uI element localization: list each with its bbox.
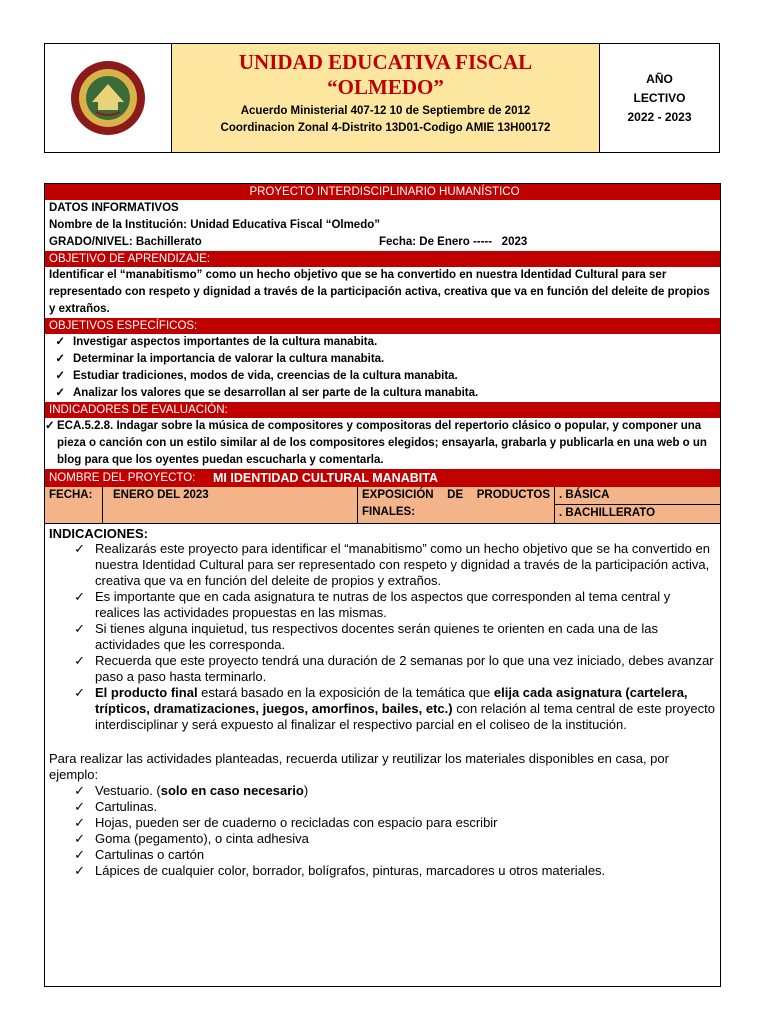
year-label-1: AÑO: [646, 71, 673, 86]
check-icon: ✓: [74, 783, 85, 798]
exposicion-bachillerato: . BACHILLERATO: [555, 504, 720, 522]
fecha-label: FECHA:: [45, 487, 103, 523]
list-item: ✓ Si tienes alguna inquietud, tus respectivos docentes serán quienes te orienten en cada una de las actividades que les corresponda.: [45, 621, 720, 653]
check-icon: ✓: [74, 831, 85, 846]
nombre-row: [45, 469, 720, 487]
list-item: ✓ Es importante que en cada asignatura te nutras de los aspectos que corresponden al tema central y realices las actividades propuestas en las mismas.: [45, 589, 720, 621]
header-title-block: [172, 44, 600, 152]
check-icon: ✓: [55, 370, 65, 382]
school-header: [44, 43, 720, 153]
exposicion-values: [555, 487, 720, 523]
nombre-value: MI IDENTIDAD CULTURAL MANABITA: [213, 469, 720, 487]
grado-fecha-row: [45, 234, 720, 251]
especificos-list: [45, 334, 720, 402]
fecha-line: Fecha: De Enero ----- 2023: [379, 236, 528, 248]
list-item: ✓ El producto final estará basado en la exposición de la temática que elija cada asignatura (cartelera, trípticos, dramatizaciones, juegos, amorfinos, bailes, etc.) con relación al tema central de este proyecto interdisciplinar y será expuesto al finalizar el respectivo parcial en el coliseo de la institución.: [45, 685, 720, 733]
list-item: ✓ Realizarás este proyecto para identificar el “manabitismo” como un hecho objetivo que se ha convertido en nuestra Identidad Cultural para ser representado con respeto y dignidad a través de la participación activa, creativa que va en función del deleite de propios y extraños.: [45, 541, 720, 589]
indicaciones-title: INDICACIONES:: [49, 526, 148, 541]
year-value: 2022 - 2023: [627, 109, 692, 124]
check-icon: ✓: [55, 336, 65, 348]
acuerdo-line: Acuerdo Ministerial 407-12 10 de Septiembre de 2012: [240, 105, 531, 117]
list-item: ✓ Cartulinas o cartón: [45, 847, 720, 863]
check-icon: ✓: [55, 353, 65, 365]
list-item: ✓ Vestuario. (solo en caso necesario): [45, 783, 720, 799]
exposicion-label: EXPOSICIÓN DE PRODUCTOS FINALES:: [358, 487, 555, 523]
indicaciones-section: [45, 526, 720, 879]
indicadores-label: INDICADORES DE EVALUACIÓN:: [45, 402, 720, 418]
coordinacion-line: Coordinacion Zonal 4-Distrito 13D01-Codigo AMIE 13H00172: [220, 122, 551, 134]
list-item: ✓ Estudiar tradiciones, modos de vida, creencias de la cultura manabita.: [45, 368, 720, 385]
check-icon: ✓: [74, 863, 85, 878]
check-icon: ✓: [74, 815, 85, 830]
list-item: ✓ Goma (pegamento), o cinta adhesiva: [45, 831, 720, 847]
check-icon: ✓: [74, 653, 85, 668]
project-title: PROYECTO INTERDISCIPLINARIO HUMANÍSTICO: [45, 184, 720, 200]
objetivo-label: OBJETIVO DE APRENDIZAJE:: [45, 251, 720, 267]
indicador-item: ✓ ECA.5.2.8. Indagar sobre la música de compositores y compositoras del repertorio clásico o popular, y componer una pieza o canción con un estilo similar al de los compositores elegidos; ensayarla, grabarla y publicarla en una web o un blog para que los oyentes puedan escucharla y comentarla.: [45, 418, 720, 469]
check-icon: ✓: [74, 621, 85, 636]
check-icon: ✓: [74, 541, 85, 556]
check-icon: ✓: [74, 799, 85, 814]
year-label-2: LECTIVO: [633, 90, 686, 105]
list-item: ✓ Recuerda que este proyecto tendrá una duración de 2 semanas por lo que una vez iniciado, debes avanzar paso a paso hasta terminarlo.: [45, 653, 720, 685]
check-icon: ✓: [45, 420, 55, 432]
list-item: ✓ Cartulinas.: [45, 799, 720, 815]
fecha-value: ENERO DEL 2023: [103, 487, 358, 523]
project-form: [44, 183, 721, 987]
list-item: ✓ Determinar la importancia de valorar la cultura manabita.: [45, 351, 720, 368]
list-item: ✓ Investigar aspectos importantes de la cultura manabita.: [45, 334, 720, 351]
check-icon: ✓: [55, 387, 65, 399]
grado-line: GRADO/NIVEL: Bachillerato: [49, 236, 202, 248]
school-year-block: [600, 44, 719, 152]
check-icon: ✓: [74, 589, 85, 604]
list-item: ✓ Hojas, pueden ser de cuaderno o recicladas con espacio para escribir: [45, 815, 720, 831]
school-name-line2: “OLMEDO”: [327, 75, 444, 99]
school-seal-icon: [68, 58, 148, 138]
especificos-label: OBJETIVOS ESPECÍFICOS:: [45, 318, 720, 334]
datos-label: DATOS INFORMATIVOS: [49, 202, 179, 214]
check-icon: ✓: [74, 685, 85, 700]
school-name-line1: UNIDAD EDUCATIVA FISCAL: [238, 50, 533, 74]
logo-cell: [45, 44, 172, 152]
institucion-line: Nombre de la Institución: Unidad Educativa Fiscal “Olmedo”: [49, 219, 381, 231]
check-icon: ✓: [74, 847, 85, 862]
exposicion-basica: . BÁSICA: [559, 489, 610, 501]
objetivo-text: Identificar el “manabitismo” como un hecho objetivo que se ha convertido en nuestra Identidad Cultural para ser representado con respeto y dignidad a través de la participación activa, creativa que va en función del deleite de propios y extraños.: [49, 269, 710, 315]
nombre-label: NOMBRE DEL PROYECTO:: [45, 469, 213, 487]
fecha-exposicion-row: [45, 487, 720, 523]
list-item: ✓ Analizar los valores que se desarrollan al ser parte de la cultura manabita.: [45, 385, 720, 402]
materiales-intro: Para realizar las actividades planteadas, recuerda utilizar y reutilizar los materiales disponibles en casa, por ejemplo:: [49, 751, 669, 782]
list-item: ✓ Lápices de cualquier color, borrador, bolígrafos, pinturas, marcadores u otros materiales.: [45, 863, 720, 879]
